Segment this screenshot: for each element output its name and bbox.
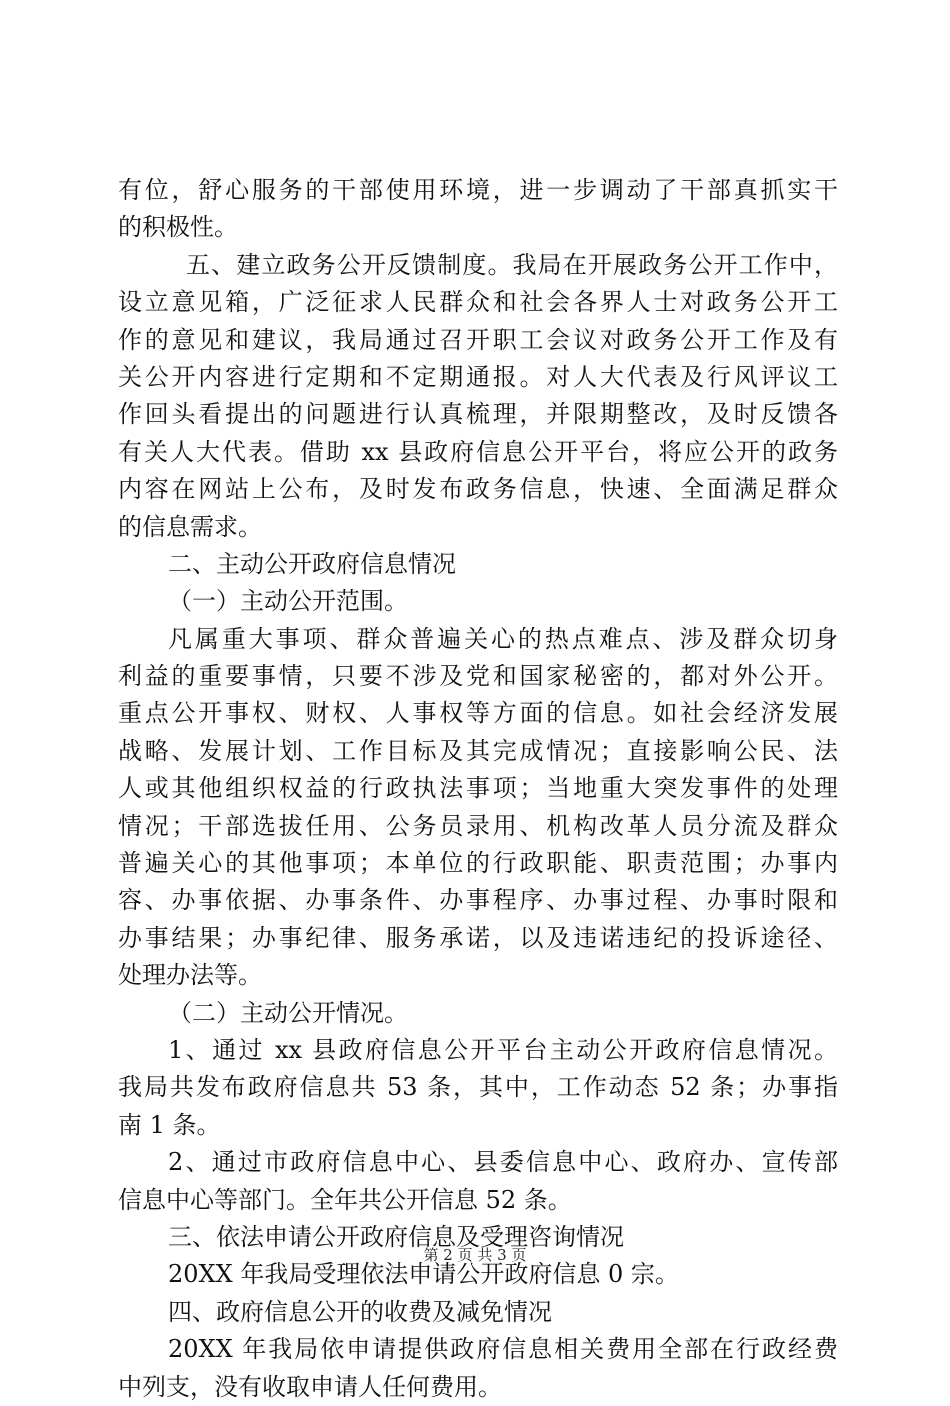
section-heading: 二、主动公开政府信息情况 <box>168 549 456 578</box>
body-line: 中列支，没有收取申请人任何费用。 <box>118 1372 502 1401</box>
body-line: 重点公开事权、财权、人事权等方面的信息。如社会经济发展 <box>118 699 838 728</box>
body-line: 处理办法等。 <box>118 961 262 990</box>
body-line: 有关人大代表。借助 xx 县政府信息公开平台，将应公开的政务 <box>118 437 838 466</box>
body-line: 办事结果；办事纪律、服务承诺，以及违诺违纪的投诉途径、 <box>118 923 838 952</box>
body-line: 20XX 年我局受理依法申请公开政府信息 0 宗。 <box>168 1260 679 1289</box>
body-line: 情况；干部选拔任用、公务员录用、机构改革人员分流及群众 <box>118 811 838 840</box>
body-line: 战略、发展计划、工作目标及其完成情况；直接影响公民、法 <box>118 736 838 765</box>
body-line: 我局共发布政府信息共 53 条，其中，工作动态 52 条；办事指 <box>118 1073 838 1102</box>
body-line: 作回头看提出的问题进行认真梳理，并限期整改，及时反馈各 <box>118 400 838 429</box>
subsection-heading: （一）主动公开范围。 <box>168 587 408 616</box>
section-heading: 三、依法申请公开政府信息及受理咨询情况 <box>168 1222 624 1251</box>
body-line: 2、通过市政府信息中心、县委信息中心、政府办、宣传部 <box>168 1148 838 1177</box>
body-line: 的信息需求。 <box>118 512 262 541</box>
body-line: 南 1 条。 <box>118 1110 221 1139</box>
document-body <box>118 172 838 1406</box>
body-line: 人或其他组织权益的行政执法事项；当地重大突发事件的处理 <box>118 774 838 803</box>
body-line: 五、建立政务公开反馈制度。我局在开展政务公开工作中， <box>186 250 838 279</box>
body-line: 利益的重要事情，只要不涉及党和国家秘密的，都对外公开。 <box>118 662 838 691</box>
body-line: 的积极性。 <box>118 213 238 242</box>
body-line: 信息中心等部门。全年共公开信息 52 条。 <box>118 1185 572 1214</box>
section-heading: 四、政府信息公开的收费及减免情况 <box>168 1297 552 1326</box>
body-line: 关公开内容进行定期和不定期通报。对人大代表及行风评议工 <box>118 362 838 391</box>
body-line: 1、通过 xx 县政府信息公开平台主动公开政府信息情况。 <box>168 1035 838 1064</box>
body-line: 有位，舒心服务的干部使用环境，进一步调动了干部真抓实干 <box>118 176 838 204</box>
body-line: 凡属重大事项、群众普遍关心的热点难点、涉及群众切身 <box>168 624 838 653</box>
subsection-heading: （二）主动公开情况。 <box>168 998 408 1027</box>
body-line: 内容在网站上公布，及时发布政务信息，快速、全面满足群众 <box>118 475 838 504</box>
body-line: 作的意见和建议，我局通过召开职工会议对政务公开工作及有 <box>118 325 838 354</box>
body-line: 普遍关心的其他事项；本单位的行政职能、职责范围；办事内 <box>118 849 838 878</box>
page-number-footer: 第 2 页 共 3 页 <box>423 1246 527 1264</box>
body-line: 容、办事依据、办事条件、办事程序、办事过程、办事时限和 <box>118 886 838 915</box>
body-line: 20XX 年我局依申请提供政府信息相关费用全部在行政经费 <box>168 1335 838 1364</box>
body-line: 设立意见箱，广泛征求人民群众和社会各界人士对政务公开工 <box>118 288 838 317</box>
